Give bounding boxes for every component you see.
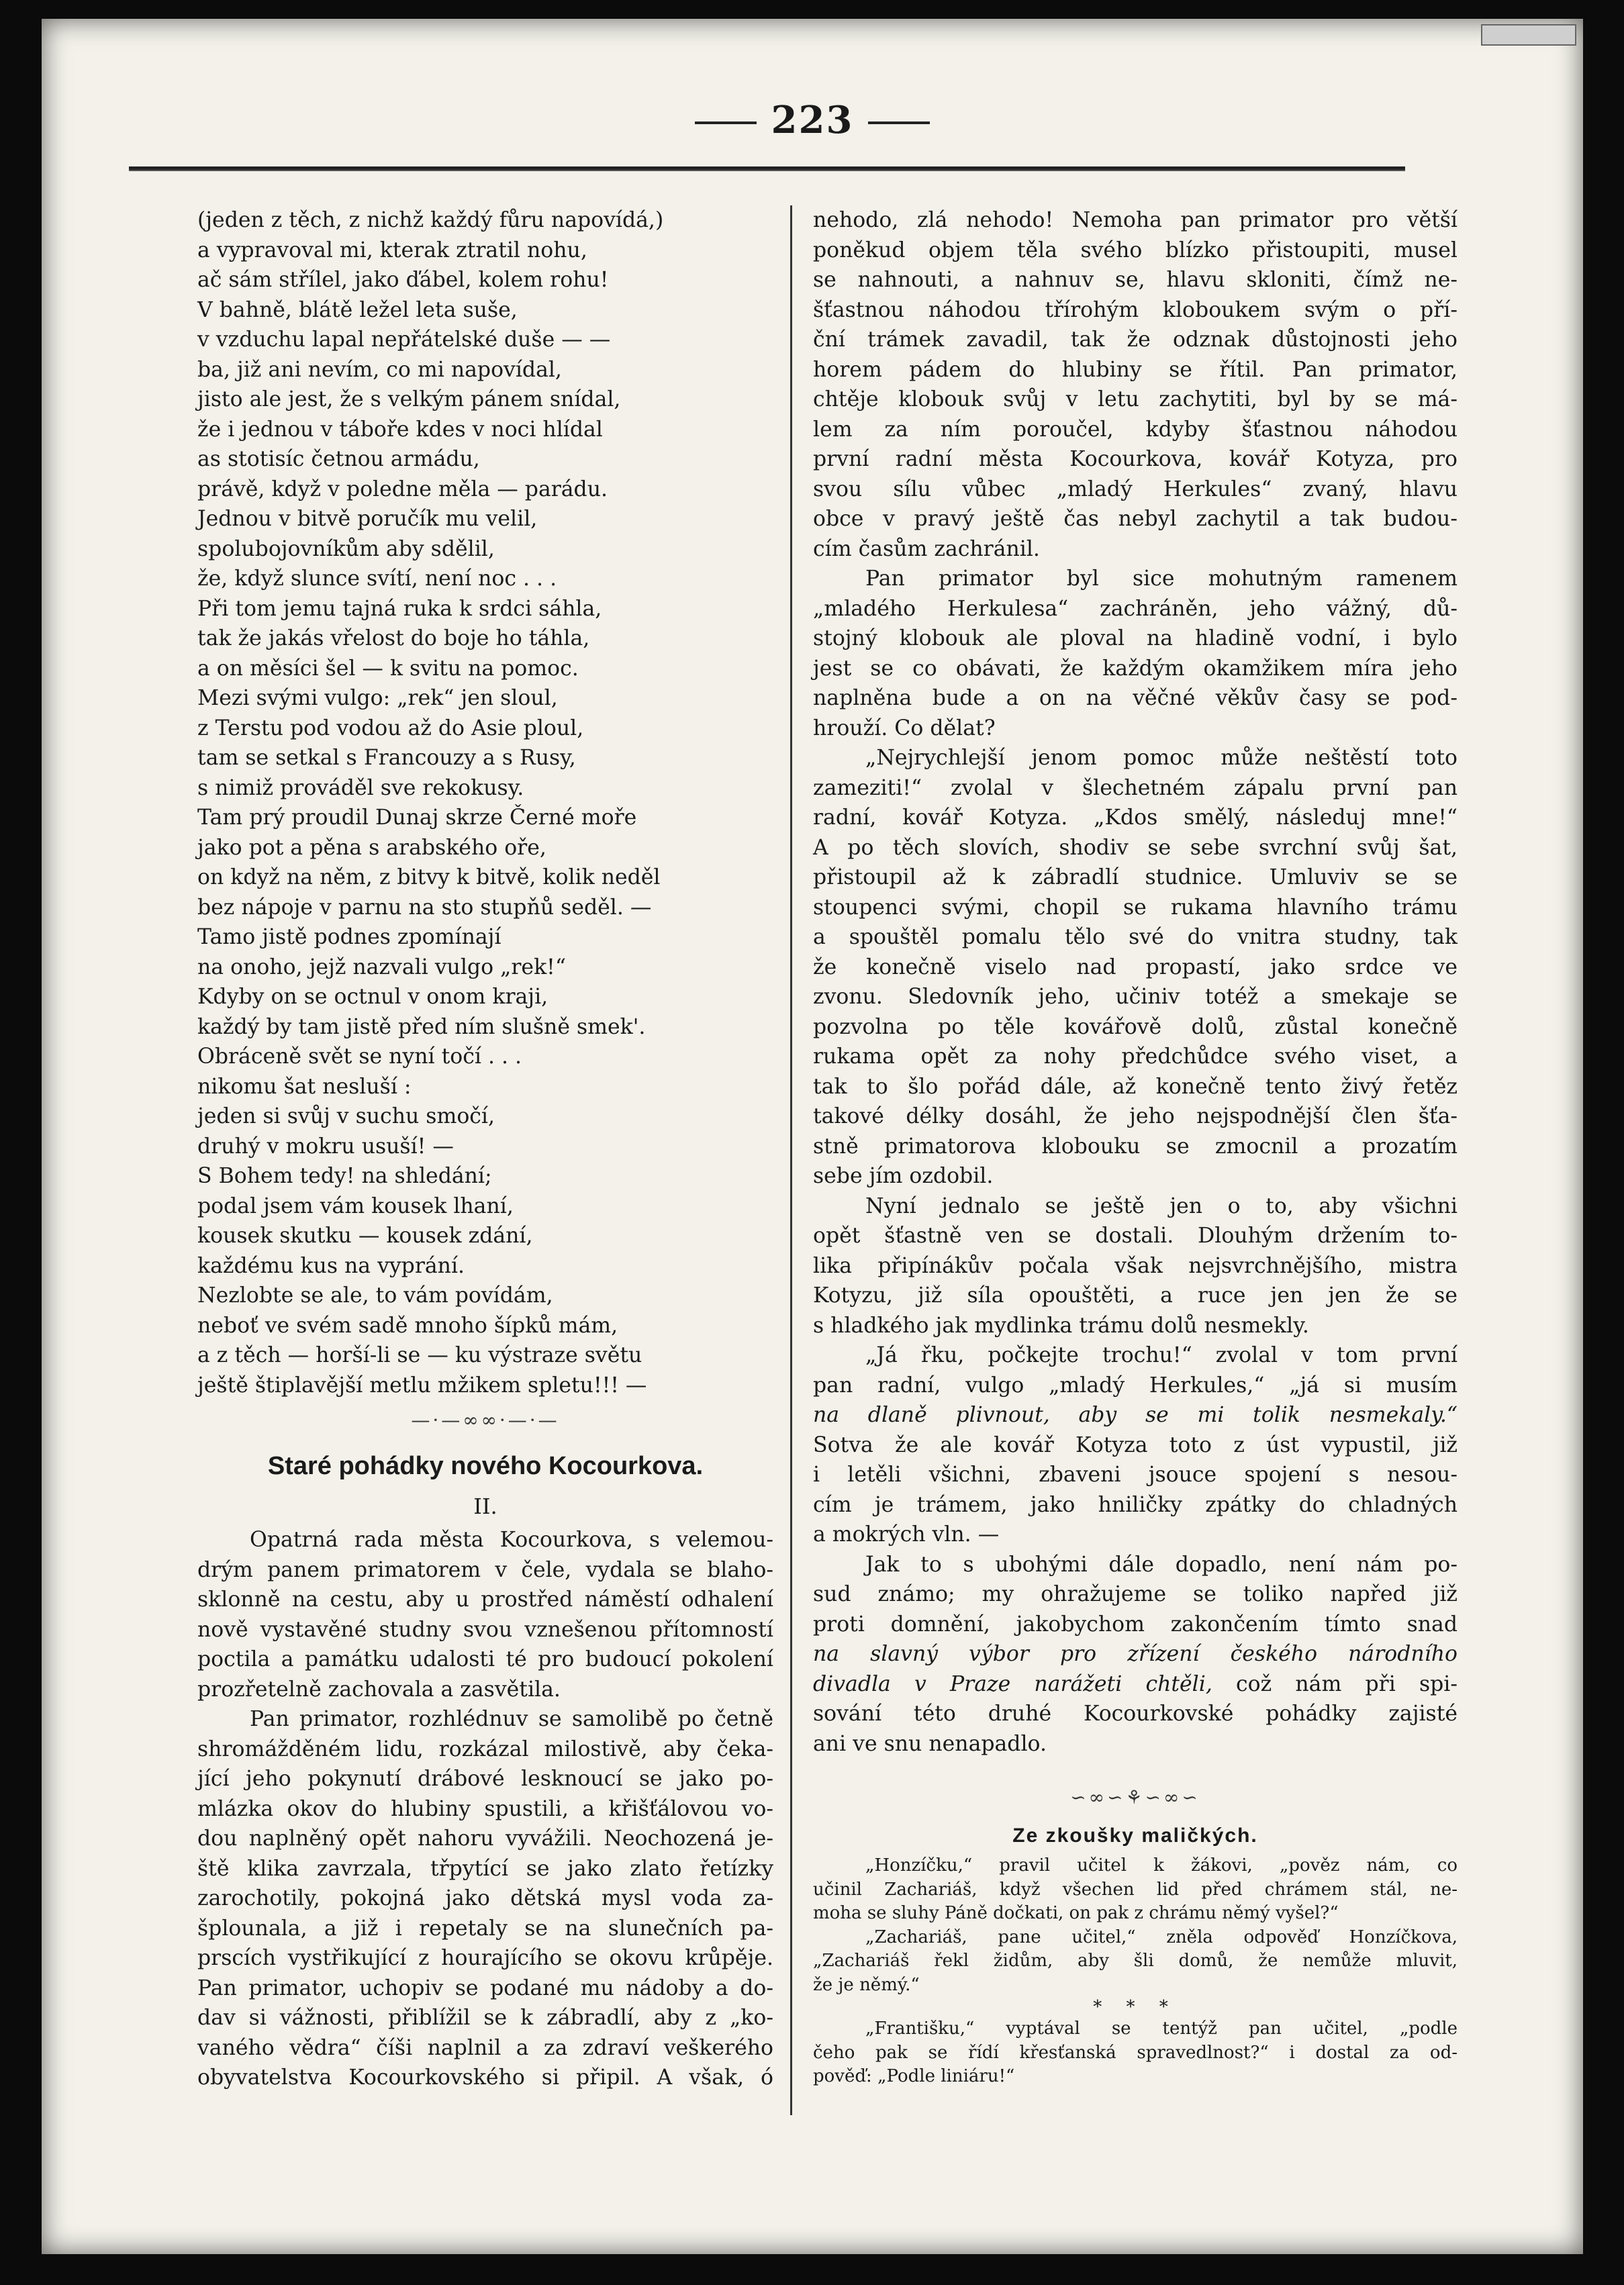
column-rule bbox=[790, 205, 792, 2115]
text-line: svou sílu vůbec „mladý Herkules“ zvaný, hlavu bbox=[813, 477, 1458, 501]
text-line: tak že jakás vřelost do boje ho táhla, bbox=[197, 626, 590, 650]
text-line: stoupenci svými, chopil se rukama hlavního trámu bbox=[813, 895, 1458, 920]
text-line: (jeden z těch, z nichž každý fůru napovídá,) bbox=[197, 208, 664, 232]
asterism: * * * bbox=[1093, 1997, 1178, 2017]
right-prose bbox=[813, 205, 1458, 1759]
text-line: opět šťastně ven se dostali. Dlouhým držením to- bbox=[813, 1224, 1458, 1248]
text-line: chtěje klobouk svůj v letu zachytiti, byl by se má- bbox=[813, 387, 1458, 411]
text-line: S Bohem tedy! na shledání; bbox=[197, 1164, 492, 1188]
text-line: „Nejrychlejší jenom pomoc může neštěstí toto bbox=[865, 746, 1458, 770]
text-line: šťastnou náhodou třírohým kloboukem svým o pří- bbox=[813, 297, 1458, 322]
story-part-number: II. bbox=[473, 1494, 497, 1519]
text-line: čeho pak se řídí křesťanská spravedlnost?“ i dostal za od- bbox=[813, 2042, 1458, 2063]
text-line: z Terstu pod vodou až do Asie ploul, bbox=[197, 716, 584, 740]
text-line: Sotva že ale kovář Kotyza toto z úst vypustil, již bbox=[813, 1432, 1458, 1457]
page-number-text: 223 bbox=[771, 98, 854, 142]
text-line: ční trámek zavadil, tak že odznak důstojnosti jeho bbox=[813, 328, 1458, 352]
text-line: jící jeho pokynutí drábové lesknoucí se jako po- bbox=[197, 1767, 773, 1791]
text-line: obce v pravý ještě čas nebyl zachytil a tak budou- bbox=[813, 507, 1458, 531]
text-line: ač sám střílel, jako ďábel, kolem rohu! bbox=[197, 268, 609, 292]
story-title: Staré pohádky nového Kocourkova. bbox=[267, 1452, 704, 1480]
text-line: přistoupil až k zábradlí studnice. Umluviv se se bbox=[813, 865, 1458, 889]
text-line: dou naplněný opět nahoru vyvážili. Neochozená je- bbox=[197, 1827, 773, 1851]
text-line: pověď: „Podle liniáru!“ bbox=[813, 2066, 1015, 2086]
text-line: dav si vážnosti, přiblížil se k zábradlí, aby z „ko- bbox=[197, 2006, 773, 2030]
text-line: šplounala, a již i repetaly se na slunečních pa- bbox=[197, 1916, 773, 1941]
poem bbox=[197, 205, 773, 1400]
text-line: Kdyby on se octnul v onom kraji, bbox=[197, 985, 548, 1009]
text-line: shromážděném lidu, rozkázal milostivě, aby čeka- bbox=[197, 1737, 773, 1761]
text-line: jako pot a pěna s arabského oře, bbox=[197, 835, 546, 860]
text-line: hrouží. Co dělat? bbox=[813, 716, 996, 740]
text-line: stojný klobouk ale ploval na hladině vodní, i bylo bbox=[813, 626, 1458, 650]
text-line: „Františku,“ vyptával se tentýž pan učitel, „podle bbox=[865, 2019, 1458, 2039]
text-line: Tam prý proudil Dunaj skrze Černé moře bbox=[197, 806, 637, 830]
text-line: i letěli všichni, zbaveni jsouce spojení s nesou- bbox=[813, 1463, 1458, 1487]
text-line: nikomu šat nesluší : bbox=[197, 1074, 412, 1099]
text-line: proti domnění, jakobychom zakončením tímto snad bbox=[813, 1612, 1458, 1637]
text-line: sebe jím ozdobil. bbox=[813, 1164, 994, 1188]
text-line: cím časům zachránil. bbox=[813, 536, 1040, 561]
text-line: radní, kovář Kotyza. „Kdos smělý, následuj mne!“ bbox=[813, 806, 1458, 830]
text-line: „Zachariáš, pane učitel,“ zněla odpověď Honzíčkova, bbox=[865, 1927, 1458, 1947]
text-line: v vzduchu lapal nepřátelské duše — — bbox=[197, 328, 611, 352]
text-line: V bahně, blátě ležel leta suše, bbox=[197, 297, 518, 322]
left-column bbox=[197, 205, 773, 2093]
text-line: druhý v mokru usuší! — bbox=[197, 1134, 454, 1159]
text-line: takové délky dosáhl, že jeho nejspodnější člen šťa- bbox=[813, 1104, 1458, 1128]
text-line: Při tom jemu tajná ruka k srdci sáhla, bbox=[197, 596, 602, 621]
text-line: na slavný výbor pro zřízení českého národního bbox=[813, 1642, 1458, 1666]
text-line: prozřetelně zachovala a zasvětila. bbox=[197, 1677, 561, 1702]
text-line: na dlaně plivnout, aby se mi tolik nesmekaly.“ bbox=[813, 1403, 1458, 1427]
text-line: jeden si svůj v suchu smočí, bbox=[197, 1104, 495, 1128]
text-line: lika připínákův počala však nejsvrchnějšího, mistra bbox=[813, 1253, 1458, 1278]
text-line: jisto ale jest, že s velkým pánem snídal, bbox=[197, 387, 621, 411]
text-line: se nahnouti, a nahnuv se, hlavu skloniti, čímž ne- bbox=[813, 268, 1458, 292]
page-number bbox=[42, 98, 1583, 142]
text-line: ani ve snu nenapadlo. bbox=[813, 1731, 1047, 1756]
text-line: Mezi svými vulgo: „rek“ jen sloul, bbox=[197, 686, 558, 710]
text-line: Kotyzu, již síla opouštěti, a ruce jen jen že se bbox=[813, 1283, 1458, 1308]
text-line: právě, když v poledne měla — parádu. bbox=[197, 477, 608, 501]
text-line: „Já řku, počkejte trochu!“ zvolal v tom první bbox=[865, 1343, 1458, 1367]
text-line: neboť ve svém sadě mnoho šípků mám, bbox=[197, 1313, 618, 1338]
text-line: Tamo jistě podnes zpomínají bbox=[197, 925, 501, 949]
text-line: na onoho, jejž nazvali vulgo „rek!“ bbox=[197, 955, 566, 979]
text-line: ba, již ani nevím, co mi napovídal, bbox=[197, 357, 562, 382]
ornament-divider: —·—∞∞·—·— bbox=[411, 1409, 560, 1431]
text-line: ště klika zavrzala, třpytící se jako zlato řetízky bbox=[197, 1856, 773, 1881]
text-line: že konečně viselo nad propastí, jako srdce ve bbox=[813, 955, 1458, 979]
text-line: „Zachariáš řekl židům, aby šli domů, že nemůže mluvit, bbox=[813, 1951, 1458, 1971]
text-line: Pan primator, rozhlédnuv se samolibě po četně bbox=[250, 1707, 773, 1731]
text-line: že, když slunce svítí, není noc . . . bbox=[197, 567, 557, 591]
text-line: každý by tam jistě před ním slušně smek'. bbox=[197, 1014, 646, 1039]
text-line: horem pádem do hlubiny se řítil. Pan primator, bbox=[813, 357, 1458, 382]
text-line: „Honzíčku,“ pravil učitel k žákovi, „pověz nám, co bbox=[865, 1855, 1458, 1876]
text-line: sování této druhé Kocourkovské pohádky zajisté bbox=[813, 1702, 1458, 1726]
text-line: spolubojovníkům aby sdělil, bbox=[197, 536, 495, 561]
text-line: naplněna bude a on na věčné věkův časy se pod- bbox=[813, 686, 1458, 710]
text-line: bez nápoje v parnu na sto stupňů seděl. — bbox=[197, 895, 652, 920]
text-line: každému kus na vyprání. bbox=[197, 1253, 465, 1278]
text-line: a spouštěl pomalu tělo své do vnitra studny, tak bbox=[813, 925, 1458, 949]
text-line: s hladkého jak mydlinka trámu dolů nesmekly. bbox=[813, 1313, 1309, 1338]
text-line: první radní města Kocourkova, kovář Kotyza, pro bbox=[813, 447, 1458, 471]
text-line: zvonu. Sledovník jeho, učiniv totéž a smekaje se bbox=[813, 985, 1458, 1009]
page-number-dash-left bbox=[695, 121, 757, 124]
text-line: Jak to s ubohými dále dopadlo, není nám po- bbox=[865, 1552, 1458, 1577]
header-rule bbox=[129, 166, 1405, 171]
text-line: že je němý.“ bbox=[813, 1974, 920, 1995]
right-column bbox=[813, 205, 1458, 2089]
text-line: sklonně na cestu, aby u prostřed náměstí odhalení bbox=[197, 1588, 773, 1612]
text-line: tak to šlo pořád dále, až konečně tento živý řetěz bbox=[813, 1074, 1458, 1099]
text-line: drým panem primatorem v čele, vydala se blaho- bbox=[197, 1557, 773, 1582]
text-line: as stotisíc četnou armádu, bbox=[197, 447, 480, 471]
text-line: „mladého Herkulesa“ zachráněn, jeho vážný, dů- bbox=[813, 596, 1458, 621]
page-number-dash-right bbox=[868, 121, 930, 124]
section-anecdote-2 bbox=[813, 2017, 1458, 2089]
text-line: sud známo; my ohražujeme se toliko napřed již bbox=[813, 1582, 1458, 1606]
left-prose bbox=[197, 1525, 773, 2093]
text-line: stně primatorova klobouku se zmocnil a prozatím bbox=[813, 1134, 1458, 1159]
text-line: vaného vědra“ číši naplnil a za zdraví veškerého bbox=[197, 2035, 773, 2060]
text-line: a vypravoval mi, kterak ztratil nohu, bbox=[197, 238, 587, 262]
text-line: pozvolna po těle kovářově dolů, zůstal konečně bbox=[813, 1014, 1458, 1039]
text-line: poněkud objem těla svého blízko přistoupiti, musel bbox=[813, 238, 1458, 262]
text-line: jest se co obávati, že každým okamžikem míra jeho bbox=[813, 656, 1458, 681]
text-line: Obráceně svět se nyní točí . . . bbox=[197, 1044, 522, 1069]
text-line: a on měsíci šel — k svitu na pomoc. bbox=[197, 656, 579, 681]
text-line: mlázka okov do hlubiny spustili, a křišťálovou vo- bbox=[197, 1796, 773, 1821]
text-line: poctila a památku udalosti té pro budoucí pokolení bbox=[197, 1647, 773, 1671]
text-line: rukama opět za nohy předchůdce svého viset, a bbox=[813, 1044, 1458, 1069]
text-line: pan radní, vulgo „mladý Herkules,“ „já si musím bbox=[813, 1373, 1458, 1398]
text-line: kousek skutku — kousek zdání, bbox=[197, 1224, 533, 1248]
text-line: cím je trámem, jako hniličky zpátky do chladných bbox=[813, 1492, 1458, 1517]
text-line: prscích vystřikující z hourajícího se okovu krůpěje. bbox=[197, 1946, 773, 1970]
library-stamp bbox=[1481, 24, 1576, 46]
text-line: s nimiž prováděl sve rekokusy. bbox=[197, 775, 524, 800]
text-line: a z těch — horší-li se — ku výstraze světu bbox=[197, 1343, 642, 1367]
text-line: zarochotily, pokojná jako dětská mysl voda za- bbox=[197, 1886, 773, 1910]
scanned-page bbox=[42, 19, 1583, 2254]
text-line: Pan primator byl sice mohutným ramenem bbox=[865, 567, 1458, 591]
text-line: tam se setkal s Francouzy a s Rusy, bbox=[197, 746, 576, 770]
text-line: podal jsem vám kousek lhaní, bbox=[197, 1194, 514, 1218]
text-line: Pan primator, uchopiv se podané mu nádoby a do- bbox=[197, 1976, 773, 2000]
text-line: a mokrých vln. — bbox=[813, 1522, 1000, 1547]
text-line: Nezlobte se ale, to vám povídám, bbox=[197, 1283, 553, 1308]
text-line: nehodo, zlá nehodo! Nemoha pan primator pro větší bbox=[813, 208, 1458, 232]
text-line: lem za ním poroučel, kdyby šťastnou náhodou bbox=[813, 417, 1458, 442]
text-line: učinil Zachariáš, když všechen lid před chrámem stál, ne- bbox=[813, 1879, 1458, 1900]
text-line: moha se sluhy Páně dočkati, on pak z chrámu němý vyšel?“ bbox=[813, 1903, 1339, 1923]
text-line: on když na něm, z bitvy k bitvě, kolik neděl bbox=[197, 865, 661, 889]
text-line: nově vystavěné studny svou vznešenou přítomností bbox=[197, 1617, 773, 1642]
text-line: že i jednou v táboře kdes v noci hlídal bbox=[197, 417, 603, 442]
text-line: Opatrná rada města Kocourkova, s velemou- bbox=[250, 1528, 773, 1552]
text-line: Jednou v bitvě poručík mu velil, bbox=[197, 507, 538, 531]
text-line: zameziti!“ zvolal v šlechetném zápalu první pan bbox=[813, 775, 1458, 800]
text-line: ještě štiplavější metlu mžikem spletu!!! — bbox=[197, 1373, 647, 1398]
section-title: Ze zkoušky maličkých. bbox=[1012, 1825, 1258, 1847]
text-line: divadla v Praze narážeti chtěli, což nám při spi- bbox=[813, 1671, 1458, 1696]
ornament-divider-2: ∽∞∽⚘∽∞∽ bbox=[1070, 1786, 1200, 1808]
text-line: Nyní jednalo se ještě jen o to, aby všichni bbox=[865, 1194, 1458, 1218]
text-line: obyvatelstva Kocourkovského si připil. A však, ó bbox=[197, 2065, 773, 2090]
text-line: A po těch slovích, shodiv se sebe svrchní svůj šat, bbox=[813, 835, 1458, 860]
section-anecdote-1 bbox=[813, 1854, 1458, 1997]
